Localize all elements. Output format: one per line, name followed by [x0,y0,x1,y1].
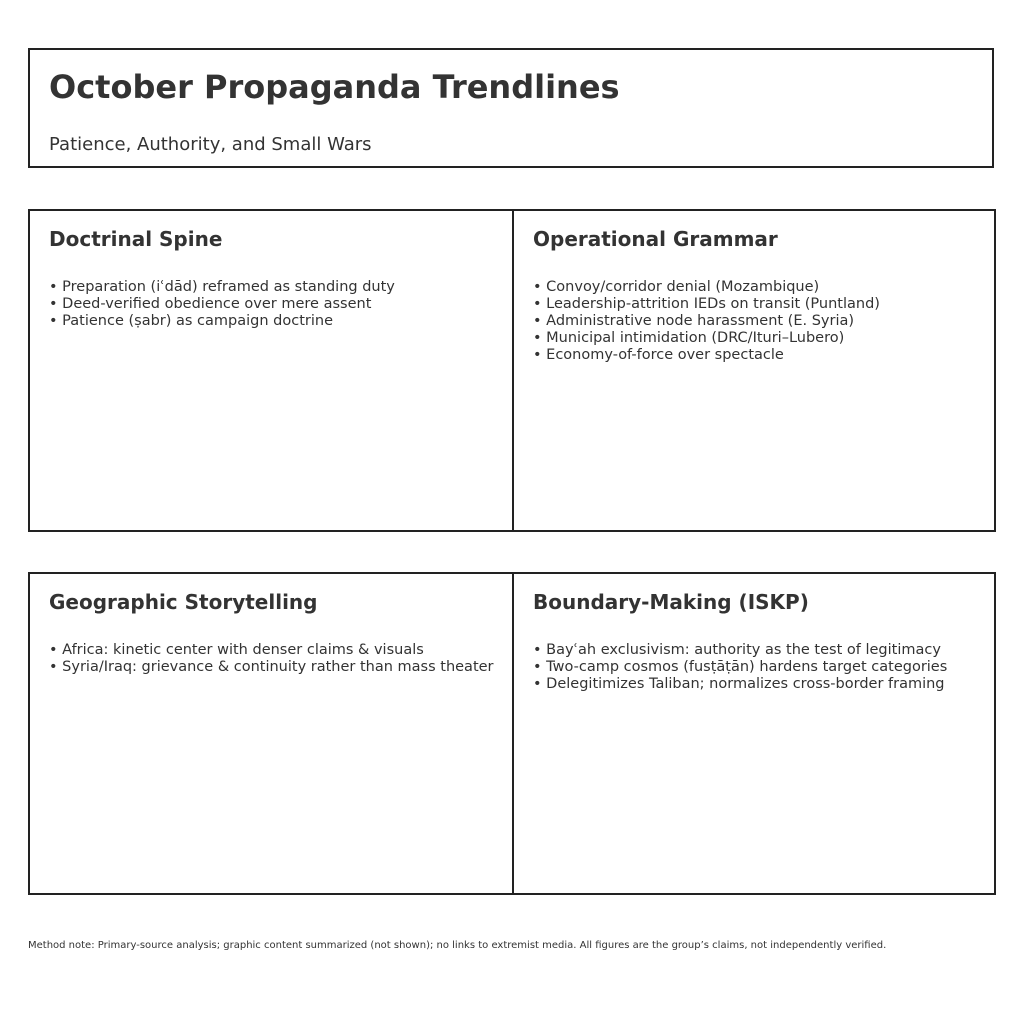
panel-operational-grammar [512,211,995,530]
header-box [28,48,994,168]
bullet-list [533,642,947,693]
bullet-item: • Bayʿah exclusivism: authority as the test of legitimacy [533,642,947,659]
panel-geographic-storytelling [30,574,513,893]
bullet-item: • Economy-of-force over spectacle [533,347,880,364]
bullet-list [49,642,494,676]
bullet-item: • Syria/Iraq: grievance & continuity rather than mass theater [49,659,494,676]
panel-title: Boundary-Making (ISKP) [533,590,809,614]
bullet-item: • Deed-verified obedience over mere assent [49,296,395,313]
bullet-item: • Municipal intimidation (DRC/Ituri–Lubero) [533,330,880,347]
method-note: Method note: Primary-source analysis; graphic content summarized (not shown); no links to extremist media. All figures are the group’s claims, not independently verified. [28,940,887,951]
bullet-item: • Leadership-attrition IEDs on transit (Puntland) [533,296,880,313]
bullet-item: • Delegitimizes Taliban; normalizes cross-border framing [533,676,947,693]
panel-doctrinal-spine [30,211,513,530]
panel-row-top [28,209,996,532]
bullet-list [49,279,395,330]
bullet-item: • Two-camp cosmos (fusṭāṭān) hardens target categories [533,659,947,676]
bullet-list [533,279,880,364]
panel-title: Operational Grammar [533,227,778,251]
panel-row-bottom [28,572,996,895]
page-subtitle: Patience, Authority, and Small Wars [49,134,372,155]
panel-boundary-making [512,574,995,893]
bullet-item: • Administrative node harassment (E. Syria) [533,313,880,330]
bullet-item: • Patience (ṣabr) as campaign doctrine [49,313,395,330]
panel-title: Doctrinal Spine [49,227,223,251]
bullet-item: • Africa: kinetic center with denser claims & visuals [49,642,494,659]
panel-title: Geographic Storytelling [49,590,318,614]
bullet-item: • Convoy/corridor denial (Mozambique) [533,279,880,296]
page-title: October Propaganda Trendlines [49,68,620,106]
bullet-item: • Preparation (iʿdād) reframed as standing duty [49,279,395,296]
